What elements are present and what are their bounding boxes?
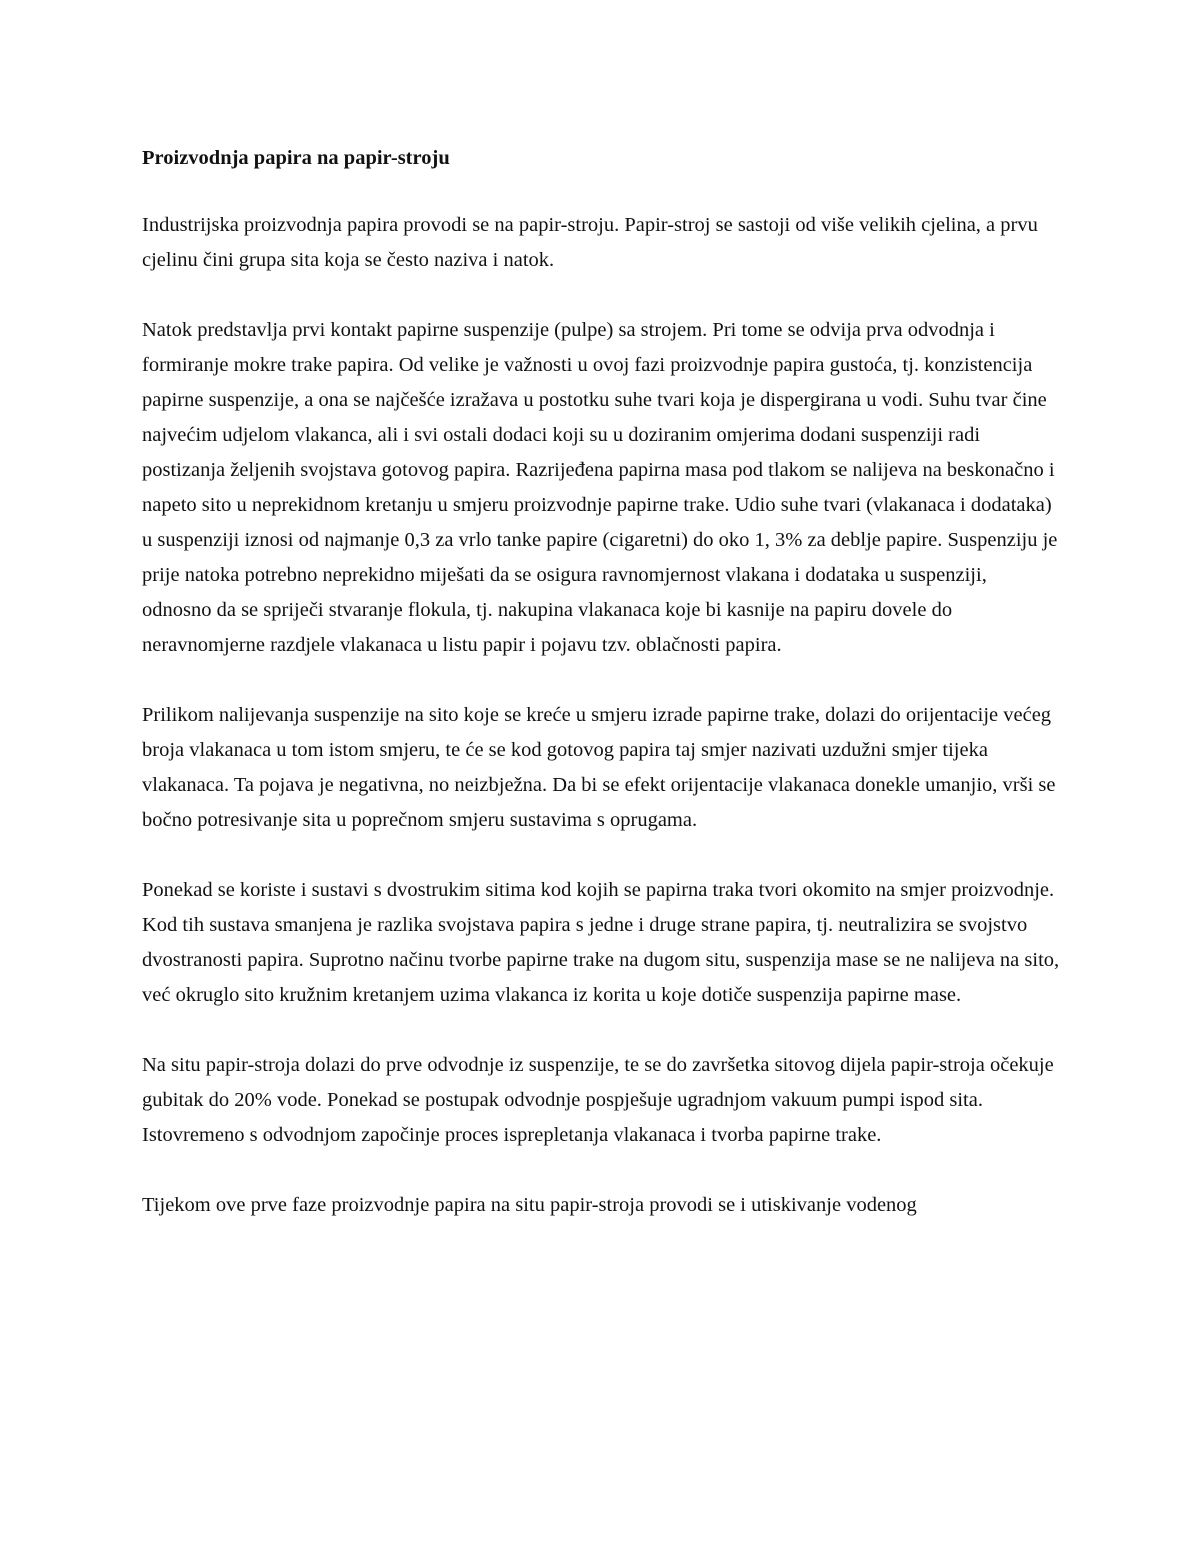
paragraph-6: Tijekom ove prve faze proizvodnje papira na situ papir-stroja provodi se i utiskivanje vodenog — [142, 1194, 917, 1216]
paragraph-2: Natok predstavlja prvi kontakt papirne suspenzije (pulpe) sa strojem. Pri tome se odvija prva odvodnja i formiranje mokre trake papira. Od velike je važnosti u ovoj fazi proizvodnje papira gustoća, tj. konzistencija papirne suspenzije, a ona se najčešće izražava u postotku suhe tvari koja je dispergirana u vodi. Suhu tvar čine najvećim udjelom vlakanca, ali i svi ostali dodaci koji su u doziranim omjerima dodani suspenziji radi postizanja željenih svojstava gotovog papira. Razrijeđena papirna masa pod tlakom se nalijeva na beskonačno i napeto sito u neprekidnom kretanju u smjeru proizvodnje papirne trake. Udio suhe tvari (vlakanaca i dodataka) u suspenziji iznosi od najmanje 0,3 za vrlo tanke papire (cigaretni) do oko 1, 3% za deblje papire. Suspenziju je prije natoka potrebno neprekidno miješati da se osigura ravnomjernost vlakana i dodataka u suspenziji, odnosno da se spriječi stvaranje flokula, tj. nakupina vlakanaca koje bi kasnije na papiru dovele do neravnomjerne razdjele vlakanaca u listu papir i pojavu tzv. oblačnosti papira. — [142, 319, 1058, 656]
paragraph-5: Na situ papir-stroja dolazi do prve odvodnje iz suspenzije, te se do završetka sitovog dijela papir-stroja očekuje gubitak do 20% vode. Ponekad se postupak odvodnje pospješuje ugradnjom vakuum pumpi ispod sita. Istovremeno s odvodnjom započinje proces isprepletanja vlakanaca i tvorba papirne trake. — [142, 1054, 1054, 1146]
document-body — [142, 143, 1060, 1223]
document-title: Proizvodnja papira na papir-stroju — [142, 147, 450, 169]
paragraph-4: Ponekad se koriste i sustavi s dvostrukim sitima kod kojih se papirna traka tvori okomito na smjer proizvodnje. Kod tih sustava smanjena je razlika svojstava papira s jedne i druge strane papira, tj. neutralizira se svojstvo dvostranosti papira. Suprotno načinu tvorbe papirne trake na dugom situ, suspenzija mase se ne nalijeva na sito, već okruglo sito kružnim kretanjem uzima vlakanca iz korita u koje dotiče suspenzija papirne mase. — [142, 879, 1060, 1006]
paragraph-3: Prilikom nalijevanja suspenzije na sito koje se kreće u smjeru izrade papirne trake, dolazi do orijentacije većeg broja vlakanaca u tom istom smjeru, te će se kod gotovog papira taj smjer nazivati uzdužni smjer tijeka vlakanaca. Ta pojava je negativna, no neizbježna. Da bi se efekt orijentacije vlakanaca donekle umanjio, vrši se bočno potresivanje sita u poprečnom smjeru sustavima s oprugama. — [142, 704, 1056, 831]
paragraph-1: Industrijska proizvodnja papira provodi se na papir-stroju. Papir-stroj se sastoji od više velikih cjelina, a prvu cjelinu čini grupa sita koja se često naziva i natok. — [142, 214, 1038, 271]
